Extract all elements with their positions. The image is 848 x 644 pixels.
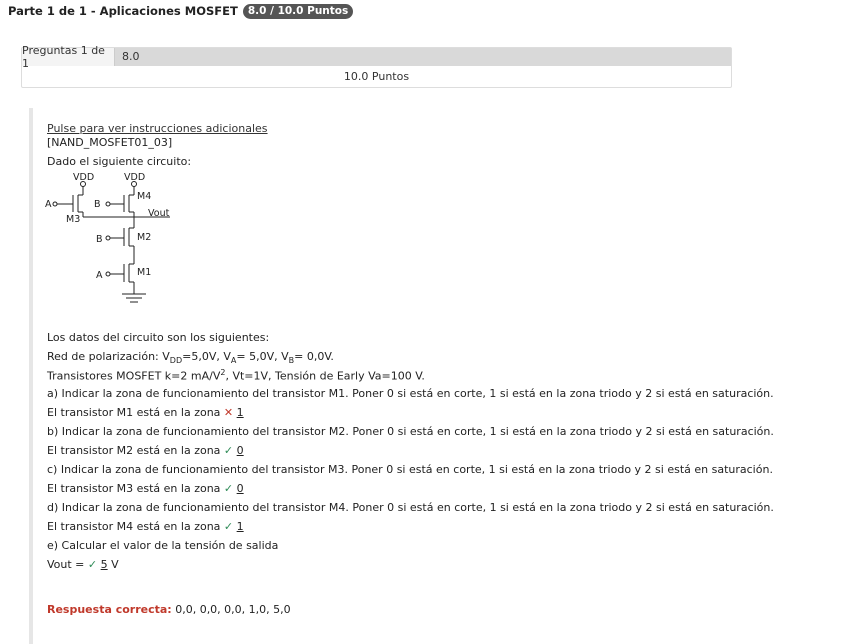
correct-answer-label: Respuesta correcta:: [47, 603, 172, 616]
answer-a-value: 1: [236, 406, 244, 419]
check-icon: ✓: [223, 444, 234, 457]
incorrect-icon: ✕: [223, 406, 234, 419]
content-left-border: [29, 108, 33, 644]
input-a-label-m3: A: [45, 199, 52, 210]
m3-label: M3: [66, 214, 81, 225]
part-title: Parte 1 de 1 - Aplicaciones MOSFET: [8, 4, 238, 18]
check-icon: ✓: [223, 520, 234, 533]
input-b-label-m2: B: [96, 234, 103, 245]
answer-a: El transistor M1 está en la zona ✕ 1: [47, 406, 244, 419]
correct-answer-value: 0,0, 0,0, 0,0, 1,0, 5,0: [175, 603, 291, 616]
answer-c: El transistor M3 está en la zona ✓ 0: [47, 482, 244, 495]
m4-label: M4: [137, 191, 152, 202]
intro-text: Dado el siguiente circuito:: [47, 155, 192, 168]
question-c: c) Indicar la zona de funcionamiento del transistor M3. Poner 0 si está en corte, 1 si está en la zona triodo y 2 si está en saturación.: [47, 463, 773, 476]
correct-answer-line: [47, 603, 291, 616]
question-points: 10.0 Puntos: [343, 70, 410, 83]
nand-circuit-diagram: [40, 168, 180, 308]
question-a: a) Indicar la zona de funcionamiento del transistor M1. Poner 0 si está en corte, 1 si está en la zona triodo y 2 si está en saturación.: [47, 387, 774, 400]
input-a-label-m1: A: [96, 270, 103, 281]
question-code: [NAND_MOSFET01_03]: [47, 136, 173, 149]
mosfet-params-line: Transistores MOSFET k=2 $mA/V^2$, Vt=1V, Tensión de Early Va=100 V.: [47, 368, 425, 383]
question-b: b) Indicar la zona de funcionamiento del transistor M2. Poner 0 si está en corte, 1 si está en la zona triodo y 2 si está en saturación.: [47, 425, 774, 438]
vdd-label-2: VDD: [124, 172, 146, 183]
check-icon: ✓: [223, 482, 234, 495]
input-b-label-m4: B: [94, 199, 101, 210]
question-score-bar: [22, 44, 731, 70]
question-counter: Preguntas 1 de 1: [22, 48, 115, 66]
part-header: [8, 3, 353, 19]
answer-e-value: 5: [100, 558, 108, 571]
question-e: e) Calcular el valor de la tensión de salida: [47, 539, 279, 552]
question-summary-box: [21, 44, 732, 88]
answer-d: El transistor M4 está en la zona ✓ 1: [47, 520, 244, 533]
vdd-label-1: VDD: [73, 172, 95, 183]
bias-line: Red de polarización: $V_{DD}=5,0V$, $V_A= 5,0V$, $V_B= 0,0V$.: [47, 350, 334, 366]
m1-label: M1: [137, 267, 152, 278]
answer-b-value: 0: [236, 444, 244, 457]
score-badge: 8.0 / 10.0 Puntos: [243, 4, 353, 19]
question-score: 8.0: [122, 50, 140, 63]
answer-c-value: 0: [236, 482, 244, 495]
m2-label: M2: [137, 232, 152, 243]
question-d: d) Indicar la zona de funcionamiento del transistor M4. Poner 0 si está en corte, 1 si está en la zona triodo y 2 si está en saturación.: [47, 501, 774, 514]
answer-e: Vout = ✓ 5 V: [47, 558, 119, 571]
data-title: Los datos del circuito son los siguientes:: [47, 331, 270, 344]
answer-b: El transistor M2 está en la zona ✓ 0: [47, 444, 244, 457]
answer-d-value: 1: [236, 520, 244, 533]
instructions-link[interactable]: Pulse para ver instrucciones adicionales: [47, 122, 268, 135]
vout-label: Vout: [148, 208, 170, 219]
check-icon: ✓: [87, 558, 98, 571]
